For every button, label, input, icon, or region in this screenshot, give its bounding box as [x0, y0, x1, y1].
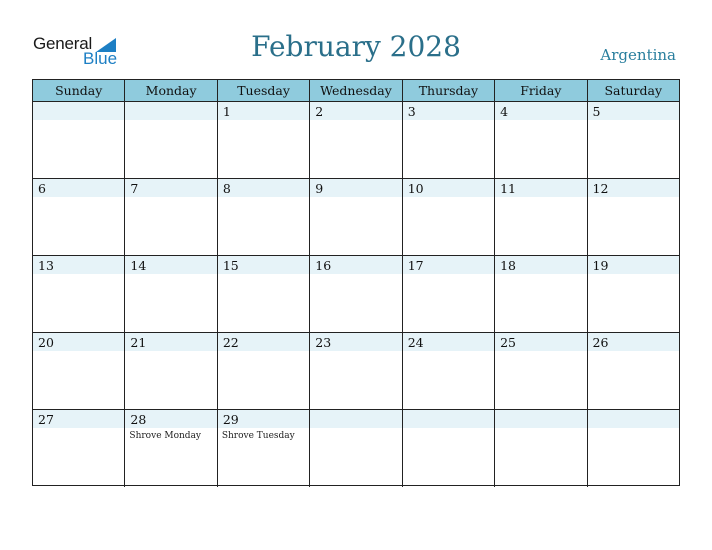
day-cell — [310, 102, 402, 178]
day-number-band — [218, 102, 309, 120]
holiday-label: Shrove Tuesday — [221, 431, 295, 441]
day-number: 26 — [592, 335, 609, 350]
day-cell — [33, 102, 125, 178]
day-cell — [125, 333, 217, 409]
day-number: 1 — [222, 104, 231, 119]
day-cell — [403, 333, 495, 409]
day-cell — [125, 256, 217, 332]
week-row — [33, 179, 679, 256]
day-cell — [310, 410, 402, 487]
day-number: 16 — [315, 258, 332, 273]
day-cell — [33, 179, 125, 255]
weekday-friday: Friday — [495, 80, 587, 101]
day-number-band — [310, 179, 401, 197]
day-number: 19 — [592, 258, 609, 273]
week-row — [33, 256, 679, 333]
country-label: Argentina — [600, 46, 676, 64]
day-number: 28 — [130, 412, 147, 427]
day-number-band — [218, 179, 309, 197]
calendar-title: February 2028 — [251, 30, 461, 63]
day-cell — [403, 102, 495, 178]
day-cell — [588, 256, 679, 332]
day-number-band — [588, 102, 679, 120]
day-cell — [310, 256, 402, 332]
day-cell — [495, 256, 587, 332]
day-number-band — [33, 179, 124, 197]
day-cell — [218, 102, 310, 178]
weekday-thursday: Thursday — [403, 80, 495, 101]
day-number-band — [125, 102, 216, 120]
day-number-band — [310, 102, 401, 120]
weekday-tuesday: Tuesday — [218, 80, 310, 101]
day-number: 24 — [407, 335, 424, 350]
day-number: 27 — [38, 412, 54, 427]
day-number: 3 — [407, 104, 416, 119]
day-number: 4 — [500, 104, 509, 119]
day-number-band — [495, 410, 586, 428]
day-cell — [495, 179, 587, 255]
day-number: 8 — [222, 181, 231, 196]
day-cell — [588, 333, 679, 409]
day-number: 10 — [407, 181, 424, 196]
weekday-sunday: Sunday — [33, 80, 125, 101]
day-number: 18 — [500, 258, 517, 273]
day-number: 12 — [592, 181, 609, 196]
day-cell — [588, 410, 679, 487]
day-cell — [495, 410, 587, 487]
weekday-header-row — [33, 80, 679, 102]
logo-text-blue: Blue — [83, 49, 118, 68]
day-number-band — [403, 102, 494, 120]
day-number: 9 — [315, 181, 324, 196]
weekday-wednesday: Wednesday — [310, 80, 402, 101]
day-number: 14 — [130, 258, 147, 273]
day-number: 2 — [315, 104, 324, 119]
week-row — [33, 333, 679, 410]
day-number-band — [33, 102, 124, 120]
day-number: 15 — [222, 258, 239, 273]
day-number: 22 — [222, 335, 239, 350]
day-number-band — [495, 102, 586, 120]
day-number: 23 — [315, 335, 332, 350]
day-number: 20 — [38, 335, 54, 350]
day-cell — [403, 256, 495, 332]
weeks-container — [33, 102, 679, 487]
day-number: 7 — [130, 181, 139, 196]
day-cell — [218, 179, 310, 255]
day-cell — [33, 333, 125, 409]
holiday-label: Shrove Monday — [129, 431, 202, 441]
logo-text-general: General — [33, 34, 93, 53]
day-number: 21 — [130, 335, 147, 350]
weekday-monday: Monday — [125, 80, 217, 101]
day-number-band — [125, 179, 216, 197]
day-number-band — [403, 410, 494, 428]
day-number: 5 — [592, 104, 601, 119]
day-cell — [495, 333, 587, 409]
day-number: 11 — [500, 181, 517, 196]
day-number-band — [588, 410, 679, 428]
day-cell — [495, 102, 587, 178]
day-cell — [588, 179, 679, 255]
day-number-band — [310, 410, 401, 428]
day-number: 17 — [407, 258, 424, 273]
calendar-grid — [32, 79, 680, 486]
day-cell — [403, 179, 495, 255]
week-row — [33, 102, 679, 179]
day-cell — [218, 256, 310, 332]
day-cell — [310, 333, 402, 409]
day-cell — [125, 410, 217, 487]
weekday-saturday: Saturday — [604, 83, 663, 98]
day-number: 6 — [38, 181, 46, 196]
day-cell — [218, 333, 310, 409]
day-number: 25 — [500, 335, 517, 350]
day-cell — [310, 179, 402, 255]
week-row — [33, 410, 679, 487]
day-cell — [125, 179, 217, 255]
day-number: 13 — [38, 258, 54, 273]
day-number: 29 — [222, 412, 239, 427]
day-cell — [125, 102, 217, 178]
day-cell — [588, 102, 679, 178]
day-cell — [403, 410, 495, 487]
day-cell — [33, 256, 125, 332]
day-cell — [33, 410, 125, 487]
day-cell — [218, 410, 310, 487]
